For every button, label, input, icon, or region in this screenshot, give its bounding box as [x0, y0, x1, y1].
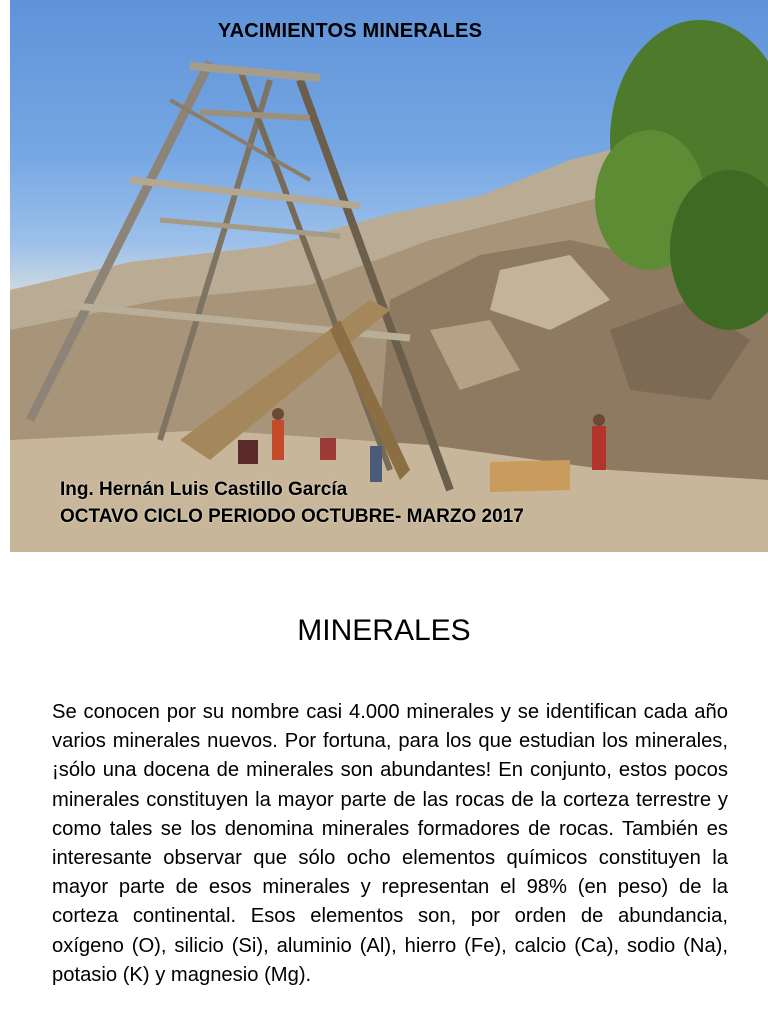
minerales-slide — [0, 552, 768, 1024]
slide1-author: Ing. Hernán Luis Castillo García — [60, 479, 348, 500]
title-slide — [10, 0, 768, 552]
slide2-body: Se conocen por su nombre casi 4.000 minerales y se identifican cada año varios minerales nuevos. Por fortuna, para los que estudian los minerales, ¡sólo una docena de minerales son abundantes! En conjunto, estos pocos minerales constituyen la mayor parte de las rocas de la corteza terrestre y como tales se los denomina minerales formadores de rocas. También es interesante observar que sólo ocho elementos químicos constituyen la mayor parte de esos minerales y representan el 98% (en peso) de la corteza continental. Esos elementos son, por orden de abundancia, oxígeno (O), silicio (Si), aluminio (Al), hierro (Fe), calcio (Ca), sodio (Na), potasio (K) y magnesio (Mg). — [52, 701, 728, 986]
slide1-course: OCTAVO CICLO PERIODO OCTUBRE- MARZO 2017 — [60, 506, 524, 527]
slide1-title: YACIMIENTOS MINERALES — [217, 20, 483, 42]
slide2-title: MINERALES — [297, 614, 471, 647]
mine-headframe-photo — [10, 0, 768, 552]
